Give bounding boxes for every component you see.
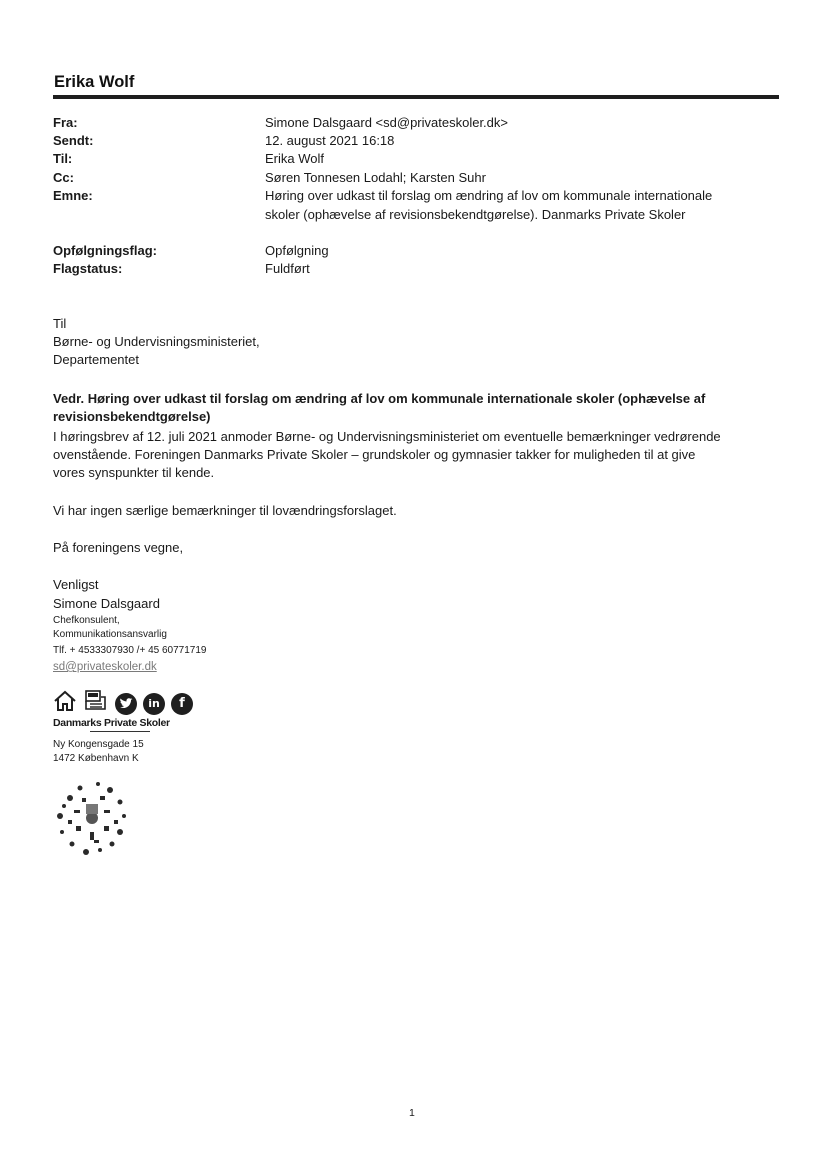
regarding-line2: revisionsbekendtgørelse) <box>53 409 211 424</box>
subject-value-line1: Høring over udkast til forslag om ændring af lov om kommunale internationale <box>265 188 713 203</box>
paragraph1-line1: I høringsbrev af 12. juli 2021 anmoder Børne- og Undervisningsministeriet om eventuelle bemærkninger vedrørende <box>53 429 721 444</box>
mailbox-owner-title: Erika Wolf <box>54 73 135 91</box>
title-divider <box>53 95 779 99</box>
paragraph1-line2: ovenstående. Foreningen Danmarks Private Skoler – grundskoler og gymnasier takker for muligheden til at give <box>53 447 696 462</box>
followup-flag-value: Opfølgning <box>265 243 329 258</box>
to-label: Til: <box>53 151 73 166</box>
paragraph2: Vi har ingen særlige bemærkninger til lovændringsforslaget. <box>53 503 397 518</box>
signature-phone: Tlf. + 4533307930 /+ 45 60771719 <box>53 645 207 656</box>
facebook-icon[interactable]: f <box>171 693 193 715</box>
linkedin-icon[interactable]: in <box>143 693 165 715</box>
sent-label: Sendt: <box>53 133 94 148</box>
from-value: Simone Dalsgaard <sd@privateskoler.dk> <box>265 115 508 130</box>
cc-label: Cc: <box>53 170 74 185</box>
recipient-line3: Departementet <box>53 352 139 367</box>
decorative-seal-image <box>50 776 134 865</box>
subject-value-line2: skoler (ophævelse af revisionsbekendtgørelse). Danmarks Private Skoler <box>265 207 686 222</box>
signature-role1: Chefkonsulent, <box>53 615 120 626</box>
flag-status-value: Fuldført <box>265 261 310 276</box>
sent-value: 12. august 2021 16:18 <box>265 133 395 148</box>
recipient-line2: Børne- og Undervisningsministeriet, <box>53 334 260 349</box>
signature-email-link[interactable]: sd@privateskoler.dk <box>53 661 157 673</box>
address-street: Ny Kongensgade 15 <box>53 739 144 750</box>
paragraph3: På foreningens vegne, <box>53 540 184 555</box>
page-number: 1 <box>409 1107 415 1119</box>
signature-name: Simone Dalsgaard <box>53 596 160 611</box>
signature-role2: Kommunikationsansvarlig <box>53 629 167 640</box>
subject-label: Emne: <box>53 188 93 203</box>
address-block <box>53 738 144 766</box>
regarding-line1: Vedr. Høring over udkast til forslag om ændring af lov om kommunale internationale skoler (ophævelse af <box>53 391 706 406</box>
organization-logo-text: Danmarks Private Skoler <box>53 717 170 729</box>
cc-value: Søren Tonnesen Lodahl; Karsten Suhr <box>265 170 486 185</box>
logo-underline <box>90 731 150 735</box>
press-icon[interactable] <box>83 689 109 718</box>
signature-greeting: Venligst <box>53 577 99 592</box>
address-city: 1472 København K <box>53 753 139 764</box>
paragraph1-line3: vores synspunkter til kende. <box>53 465 215 480</box>
followup-flag-label: Opfølgningsflag: <box>53 243 157 258</box>
from-label: Fra: <box>53 115 78 130</box>
recipient-line1: Til <box>53 316 67 331</box>
to-value: Erika Wolf <box>265 151 324 166</box>
social-icons-row <box>53 689 193 718</box>
home-icon[interactable] <box>53 689 77 718</box>
twitter-icon[interactable] <box>115 693 137 715</box>
flag-status-label: Flagstatus: <box>53 261 123 276</box>
